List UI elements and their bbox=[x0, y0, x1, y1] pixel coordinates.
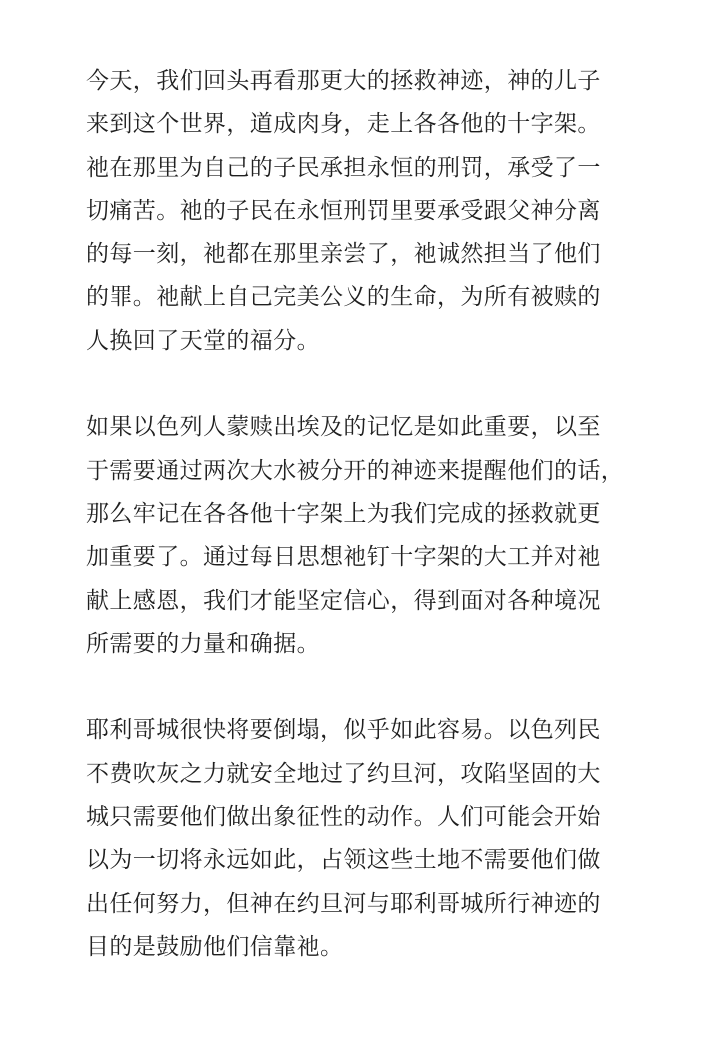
text-line: 不费吹灰之力就安全地过了约旦河，攻陷坚固的大 bbox=[86, 760, 601, 787]
text-line: 加重要了。通过每日思想祂钉十字架的大工并对祂 bbox=[86, 544, 601, 571]
text-line: 人换回了天堂的福分。 bbox=[86, 327, 320, 354]
text-line: 献上感恩，我们才能坚定信心，得到面对各种境况 bbox=[86, 587, 601, 614]
text-line: 来到这个世界，道成肉身，走上各各他的十字架。 bbox=[86, 111, 601, 138]
text-line: 切痛苦。祂的子民在永恒刑罚里要承受跟父神分离 bbox=[86, 197, 601, 224]
text-line: 的每一刻，祂都在那里亲尝了，祂诚然担当了他们 bbox=[86, 241, 601, 268]
text-line: 今天，我们回头再看那更大的拯救神迹，神的儿子 bbox=[86, 68, 601, 94]
paragraph-2 bbox=[86, 406, 626, 666]
text-line: 所需要的力量和确据。 bbox=[86, 630, 320, 657]
article-text bbox=[86, 60, 626, 969]
text-line: 以为一切将永远如此，占领这些土地不需要他们做 bbox=[86, 847, 601, 874]
text-line: 出任何努力，但神在约旦河与耶利哥城所行神迹的 bbox=[86, 890, 601, 917]
text-line: 那么牢记在各各他十字架上为我们完成的拯救就更 bbox=[86, 500, 601, 527]
text-line: 如果以色列人蒙赎出埃及的记忆是如此重要，以至 bbox=[86, 414, 601, 441]
text-line: 耶利哥城很快将要倒塌，似乎如此容易。以色列民 bbox=[86, 717, 601, 744]
text-line: 城只需要他们做出象征性的动作。人们可能会开始 bbox=[86, 804, 601, 831]
text-line: 于需要通过两次大水被分开的神迹来提醒他们的话， bbox=[86, 457, 625, 484]
paragraph-3 bbox=[86, 709, 626, 969]
text-line: 的罪。祂献上自己完美公义的生命，为所有被赎的 bbox=[86, 284, 601, 311]
text-line: 目的是鼓励他们信靠祂。 bbox=[86, 933, 344, 960]
text-line: 祂在那里为自己的子民承担永恒的刑罚，承受了一 bbox=[86, 154, 601, 181]
paragraph-1 bbox=[86, 60, 626, 363]
